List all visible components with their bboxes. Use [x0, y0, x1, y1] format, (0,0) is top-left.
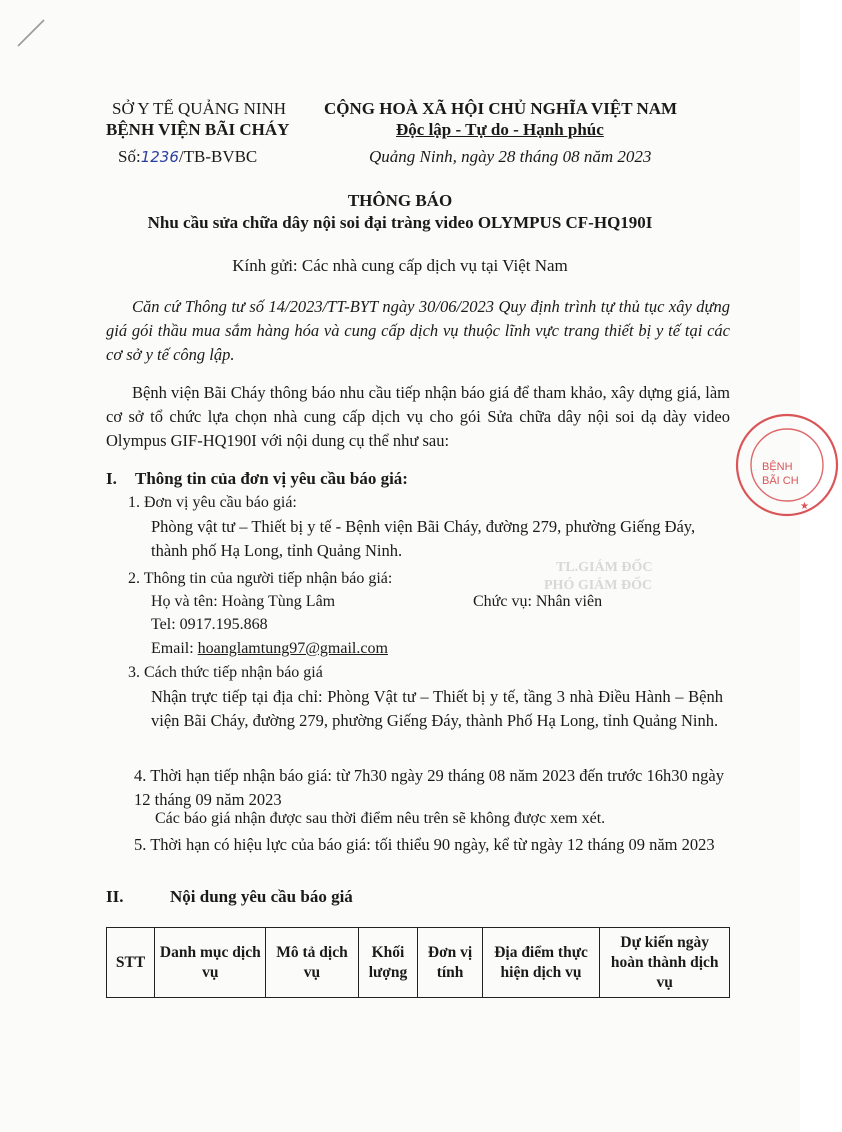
table-header-cell: Đơn vị tính	[418, 928, 482, 998]
item1-label: 1. Đơn vị yêu cầu báo giá:	[128, 494, 297, 511]
header-org-line2: BỆNH VIỆN BÃI CHÁY	[106, 120, 290, 139]
item3-label: 3. Cách thức tiếp nhận báo giá	[128, 664, 323, 681]
section2-heading: Nội dung yêu cầu báo giá	[170, 887, 353, 906]
table-header-cell: STT	[107, 928, 155, 998]
email-link[interactable]: hoanglamtung97@gmail.com	[197, 640, 388, 657]
item2-label: 2. Thông tin của người tiếp nhận báo giá:	[128, 570, 393, 587]
contact-tel: Tel: 0917.195.868	[151, 616, 268, 633]
nation-motto: Độc lập - Tự do - Hạnh phúc	[396, 120, 604, 139]
date-line: Quảng Ninh, ngày 28 tháng 08 năm 2023	[369, 147, 652, 166]
intro-paragraph: Bệnh viện Bãi Cháy thông báo nhu cầu tiếp nhận báo giá để tham khảo, xây dựng giá, làm cơ sở tổ chức lựa chọn nhà cung cấp dịch vụ cho gói Sửa chữa dây nội soi dạ dày video Olympus GIF-HQ190I với nội dung cụ thể như sau:	[106, 383, 730, 450]
item4-text: 4. Thời hạn tiếp nhận báo giá: từ 7h30 ngày 29 tháng 08 năm 2023 đến trước 16h30 ngày 12 tháng 09 năm 2023	[134, 766, 724, 809]
table-header-cell: Khối lượng	[358, 928, 418, 998]
bleed-through-1: TL.GIÁM ĐỐC	[556, 560, 653, 575]
notice-subtitle: Nhu cầu sửa chữa dây nội soi đại tràng video OLYMPUS CF-HQ190I	[147, 213, 653, 232]
section2-number: II.	[106, 887, 124, 906]
item3-text: Nhận trực tiếp tại địa chỉ: Phòng Vật tư – Thiết bị y tế, tầng 3 nhà Điều Hành – Bệnh viện Bãi Cháy, đường 279, phường Giếng Đáy, thành Phố Hạ Long, tỉnh Quảng Ninh.	[151, 687, 723, 730]
contact-position: Chức vụ: Nhân viên	[473, 593, 603, 610]
table-header-cell: Mô tả dịch vụ	[266, 928, 358, 998]
bleed-through-2: PHÓ GIÁM ĐỐC	[544, 578, 653, 593]
hospital-stamp	[732, 410, 842, 520]
doc-number-handwritten: 1236	[140, 148, 179, 166]
section1-heading: Thông tin của đơn vị yêu cầu báo giá:	[135, 469, 408, 488]
table-header-cell: Danh mục dịch vụ	[155, 928, 266, 998]
doc-number-prefix: Số:	[118, 147, 141, 166]
quote-request-table	[106, 927, 730, 998]
stamp-text-1: BỆNH	[762, 461, 793, 473]
stamp-text-2: BÃI CH	[762, 475, 799, 487]
pen-mark	[14, 14, 50, 50]
table-header-row	[107, 928, 730, 998]
table-header-cell: Dự kiến ngày hoàn thành dịch vụ	[600, 928, 730, 998]
item4-note: Các báo giá nhận được sau thời điểm nêu trên sẽ không được xem xét.	[155, 810, 606, 827]
section1-number: I.	[106, 469, 117, 488]
contact-name: Họ và tên: Hoàng Tùng Lâm	[151, 593, 336, 610]
legal-basis: Căn cứ Thông tư số 14/2023/TT-BYT ngày 30/06/2023 Quy định trình tự thủ tục xây dựng giá gói thầu mua sắm hàng hóa và cung cấp dịch vụ thuộc lĩnh vực trang thiết bị y tế tại các cơ sở y tế công lập.	[106, 297, 730, 364]
header-org-line1: SỞ Y TẾ QUẢNG NINH	[112, 99, 287, 118]
doc-number	[118, 147, 257, 167]
notice-title: THÔNG BÁO	[347, 191, 453, 210]
table-header-cell: Địa điểm thực hiện dịch vụ	[482, 928, 600, 998]
recipient-line: Kính gửi: Các nhà cung cấp dịch vụ tại Việt Nam	[232, 256, 568, 275]
item1-text: Phòng vật tư – Thiết bị y tế - Bệnh viện Bãi Cháy, đường 279, phường Giếng Đáy, thành phố Hạ Long, tỉnh Quảng Ninh.	[151, 517, 696, 560]
doc-number-suffix: /TB-BVBC	[178, 147, 258, 166]
stamp-star: ★	[800, 501, 809, 512]
contact-email-line	[151, 640, 388, 658]
nation-title: CỘNG HOÀ XÃ HỘI CHỦ NGHĨA VIỆT NAM	[324, 99, 678, 118]
item5-text: 5. Thời hạn có hiệu lực của báo giá: tối thiểu 90 ngày, kể từ ngày 12 tháng 09 năm 2023	[134, 835, 715, 854]
email-label: Email:	[151, 640, 198, 657]
